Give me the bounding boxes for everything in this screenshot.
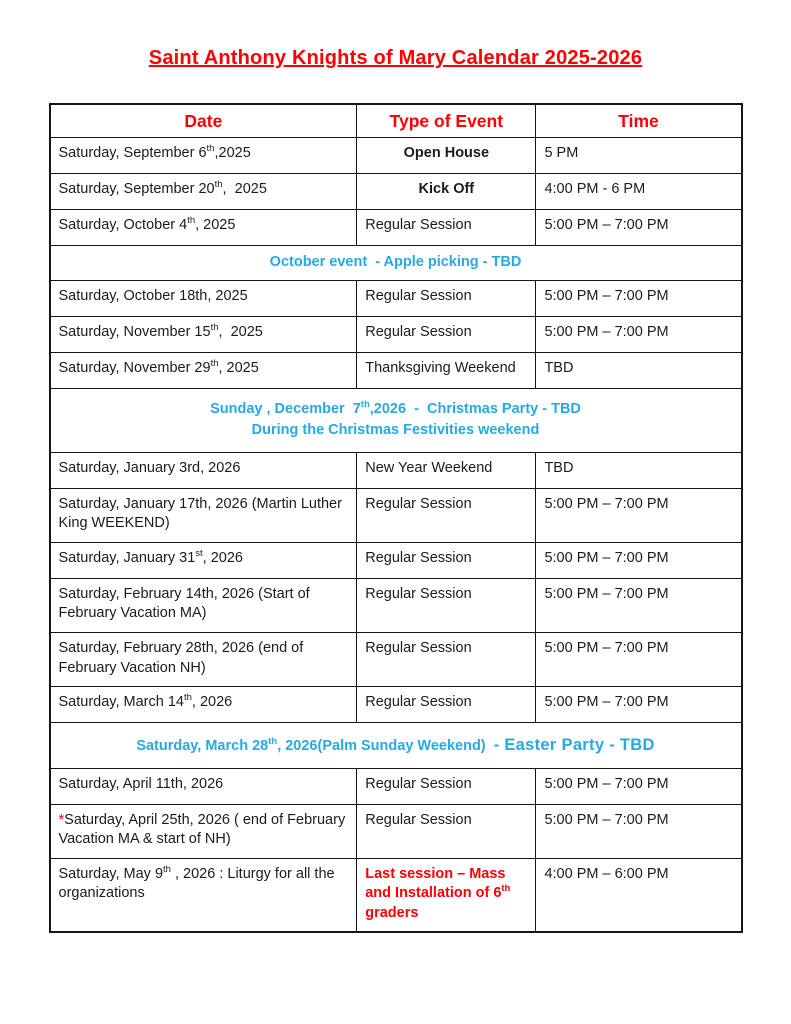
event-type-cell [357,352,536,388]
event-row [50,316,742,352]
event-type-cell [357,858,536,932]
event-row [50,138,742,174]
text-segment: th [501,883,511,895]
event-row [50,578,742,632]
event-type-cell [357,280,536,316]
text-segment: Regular Session [365,549,472,566]
text-segment: Saturday, October 4 [58,217,188,233]
event-row [50,210,742,246]
text-segment: Regular Session [365,694,472,711]
banner-row [50,388,742,452]
time-cell [536,858,742,932]
text-segment: Saturday, February 28th, 2026 (end of February Vacation NH) [58,639,308,676]
banner-row [50,246,742,281]
date-cell [50,174,357,210]
date-cell [50,138,357,174]
page-title: Saint Anthony Knights of Mary Calendar 2025-2026 [148,47,643,69]
event-type-cell [357,804,536,858]
text-segment: th [268,736,278,748]
time-cell [536,768,742,804]
text-segment: Saturday, September 6 [58,145,207,161]
text-segment: th [206,143,215,155]
event-type-cell [357,210,536,246]
text-segment: , 2026(Palm Sunday Weekend) [277,738,494,755]
event-row [50,687,742,723]
event-row [50,858,742,932]
text-segment: th [210,321,219,333]
text-segment: th [210,357,219,369]
event-type-cell [357,687,536,723]
text-segment: th [187,215,196,227]
banner-line [55,733,737,758]
text-segment: 5:00 PM – 7:00 PM [544,775,669,792]
column-header-type: Type of Event [357,104,536,138]
text-segment: Saturday, November 15 [58,323,211,340]
text-segment: 5:00 PM – 7:00 PM [544,694,669,711]
event-type-cell [357,174,536,210]
event-type-cell [357,452,536,488]
text-segment: 4:00 PM – 6:00 PM [544,865,669,882]
text-segment: Saturday, January 31 [58,549,196,566]
text-segment: Saturday, September 20 [58,181,215,197]
text-segment: 5:00 PM – 7:00 PM [544,585,669,602]
time-cell [536,687,742,723]
text-segment: , 2025 [218,323,263,340]
banner-cell [50,723,742,769]
text-segment: th [360,398,370,410]
column-header-time: Time [536,104,742,138]
date-cell [50,352,357,388]
date-cell [50,768,357,804]
event-type-cell [357,488,536,542]
banner-line [55,399,737,421]
time-cell [536,280,742,316]
time-cell [536,210,742,246]
text-segment: th [163,863,171,875]
text-segment: , 2025 [195,217,236,233]
event-type-cell [357,632,536,686]
text-segment: th [183,692,192,704]
event-type-cell [357,768,536,804]
event-type-cell [357,316,536,352]
text-segment: , 2026 [202,549,243,566]
text-segment: 5:00 PM – 7:00 PM [544,217,669,233]
text-segment: TBD [544,459,574,476]
date-cell [50,210,357,246]
time-cell [536,578,742,632]
text-segment: st [195,547,203,559]
date-cell [50,804,357,858]
text-segment: Kick Off [418,181,475,197]
text-segment: , 2025 [222,181,267,197]
calendar-table [49,103,743,933]
banner-row [50,723,742,769]
time-cell [536,452,742,488]
text-segment: , 2026 [191,694,233,711]
banner-cell [50,246,742,281]
event-row [50,488,742,542]
text-segment: ,2026 - Christmas Party - TBD [369,400,581,417]
text-segment: 5 PM [544,145,579,161]
text-segment: , 2026 : Liturgy for all the organizations [58,865,339,902]
text-segment: Thanksgiving Weekend [365,359,516,376]
text-segment: Sunday , December 7 [210,400,361,417]
text-segment: * [58,811,65,828]
text-segment: Saturday, January 17th, 2026 (Martin Luther King WEEKEND) [58,495,346,532]
text-segment: 4:00 PM - 6 PM [544,181,646,197]
time-cell [536,316,742,352]
time-cell [536,138,742,174]
text-segment: Regular Session [365,495,472,512]
text-segment: TBD [544,359,574,376]
event-row [50,632,742,686]
text-segment: 5:00 PM – 7:00 PM [544,287,669,304]
text-segment: , 2025 [218,359,259,376]
date-cell [50,632,357,686]
text-segment: Saturday, May 9 [58,865,164,882]
banner-cell [50,388,742,452]
time-cell [536,352,742,388]
event-row [50,452,742,488]
text-segment: Open House [403,145,490,161]
text-segment: graders [365,885,515,921]
text-segment: 5:00 PM – 7:00 PM [544,811,669,828]
text-segment: Regular Session [365,217,472,233]
text-segment: 5:00 PM – 7:00 PM [544,549,669,566]
date-cell [50,578,357,632]
header-row [50,104,742,138]
text-segment: Regular Session [365,287,472,304]
event-row [50,542,742,578]
event-type-cell [357,542,536,578]
date-cell [50,858,357,932]
text-segment: Regular Session [365,775,472,792]
text-segment: Saturday, November 29 [58,359,211,376]
banner-line [55,420,737,442]
text-segment: 5:00 PM – 7:00 PM [544,639,669,656]
column-header-date: Date [50,104,357,138]
table-body [50,138,742,933]
text-segment: ,2025 [214,145,251,161]
time-cell [536,174,742,210]
text-segment: Saturday, April 25th, 2026 ( end of February Vacation MA & start of NH) [58,811,350,848]
text-segment: Last session – Mass and Installation of 6 [365,865,510,902]
date-cell [50,687,357,723]
event-row [50,280,742,316]
banner-line [55,252,737,274]
time-cell [536,488,742,542]
text-segment: Regular Session [365,323,472,340]
date-cell [50,488,357,542]
text-segment: 5:00 PM – 7:00 PM [544,495,669,512]
text-segment: - Easter Party - TBD [493,736,655,755]
time-cell [536,632,742,686]
event-row [50,174,742,210]
date-cell [50,316,357,352]
text-segment: th [214,179,223,191]
event-row [50,352,742,388]
text-segment: Saturday, March 14 [58,694,184,711]
date-cell [50,452,357,488]
time-cell [536,542,742,578]
text-segment: Saturday, March 28 [136,738,269,755]
text-segment: New Year Weekend [365,459,493,476]
event-row [50,804,742,858]
text-segment: 5:00 PM – 7:00 PM [544,323,669,340]
text-segment: Regular Session [365,639,472,656]
event-type-cell [357,138,536,174]
text-segment: Saturday, October 18th, 2025 [58,287,248,304]
text-segment: During the Christmas Festivities weekend [251,422,540,439]
text-segment: Saturday, February 14th, 2026 (Start of February Vacation MA) [58,585,314,622]
event-row [50,768,742,804]
event-type-cell [357,578,536,632]
text-segment: Regular Session [365,585,472,602]
text-segment: Regular Session [365,811,472,828]
text-segment: Saturday, January 3rd, 2026 [58,459,241,476]
date-cell [50,280,357,316]
time-cell [536,804,742,858]
text-segment: Saturday, April 11th, 2026 [58,775,224,792]
date-cell [50,542,357,578]
text-segment: October event - Apple picking - TBD [269,254,522,270]
